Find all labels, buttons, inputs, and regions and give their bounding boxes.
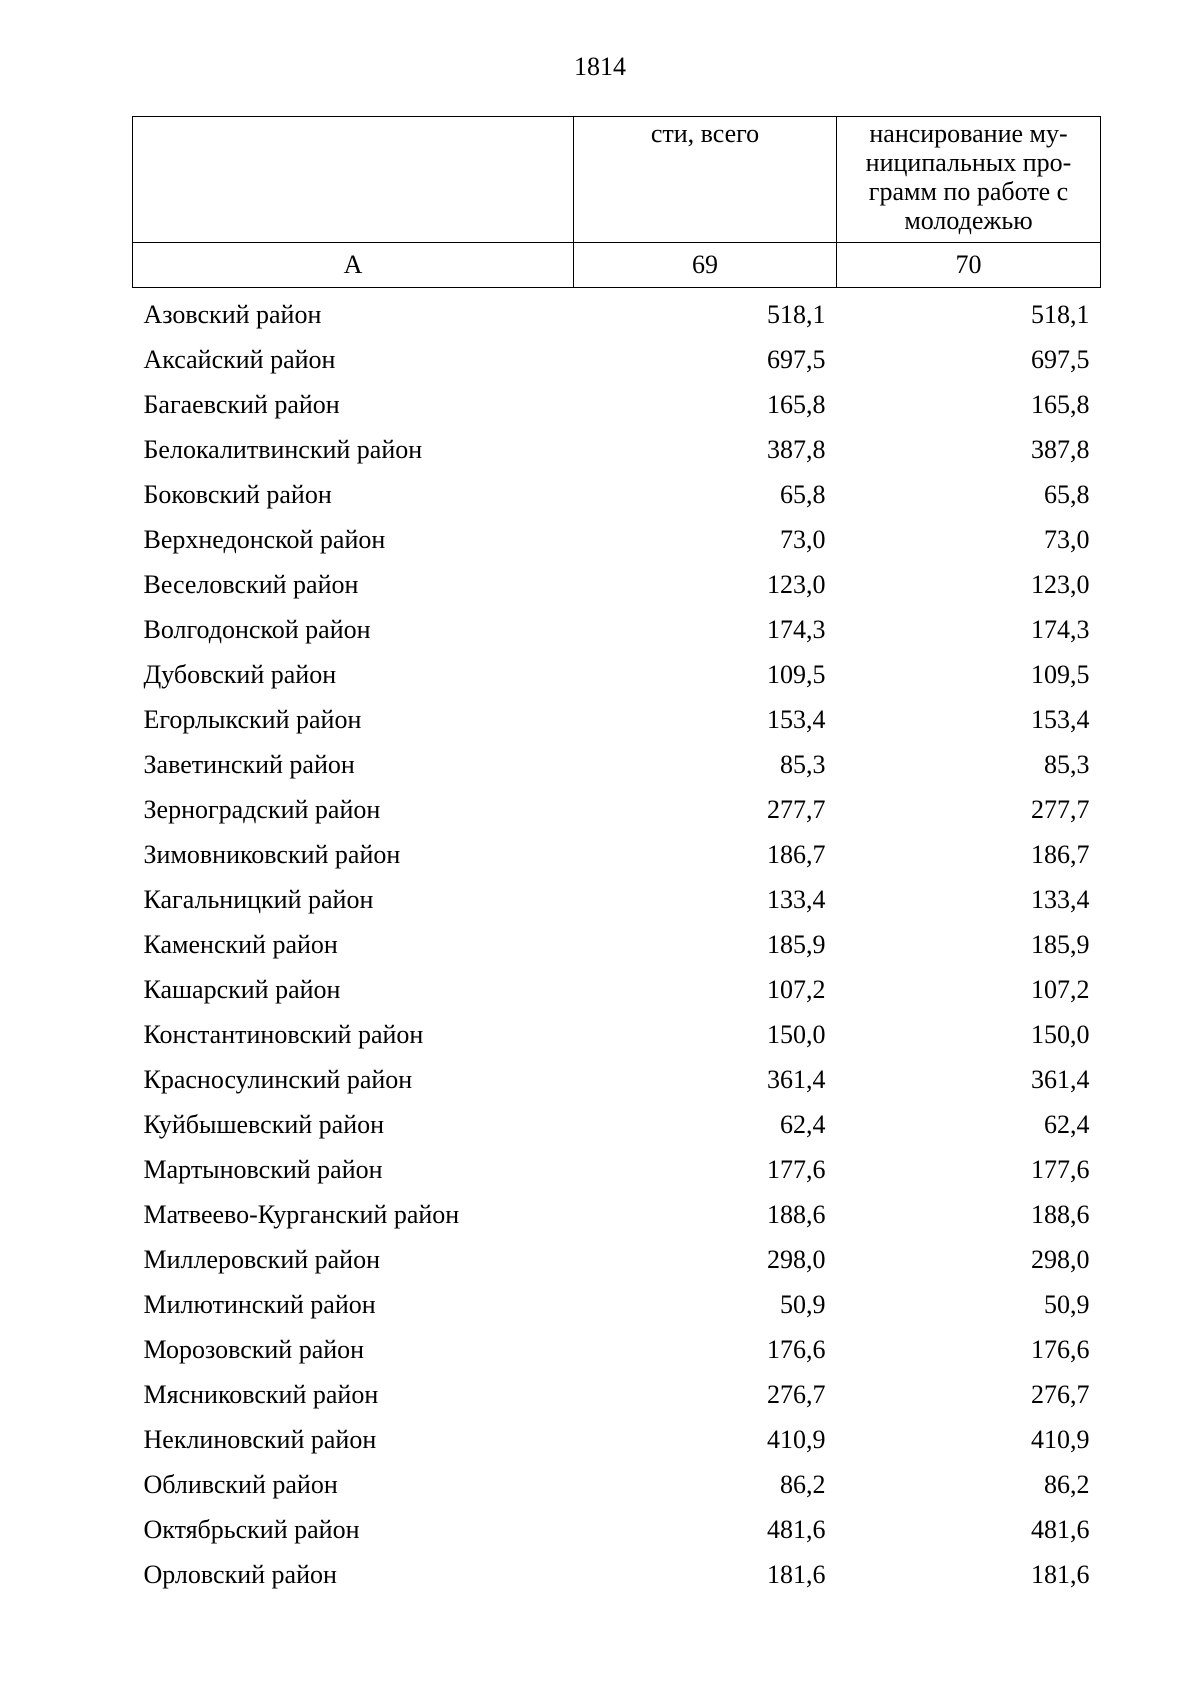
youth-program-value: 186,7 (1031, 840, 1090, 869)
budget-table (132, 116, 1101, 1597)
table-header (133, 117, 1101, 288)
district-name: Константиновский район (143, 1020, 424, 1049)
table-row (133, 427, 1101, 472)
total-value: 176,6 (767, 1335, 826, 1364)
header-cell-total: сти, всего (574, 117, 837, 243)
district-name: Каменский район (143, 930, 338, 959)
total-value: 50,9 (780, 1290, 826, 1319)
total-value: 123,0 (767, 570, 826, 599)
total-value: 150,0 (767, 1020, 826, 1049)
district-name: Аксайский район (143, 345, 336, 374)
table-row (133, 337, 1101, 382)
header-number-row (133, 243, 1101, 288)
district-name: Миллеровский район (143, 1245, 381, 1274)
table-row (133, 517, 1101, 562)
total-value: 298,0 (767, 1245, 826, 1274)
total-value: 518,1 (767, 300, 826, 329)
table-row (133, 288, 1101, 338)
header-number-youth: 70 (837, 243, 1101, 288)
youth-program-value: 697,5 (1031, 345, 1090, 374)
district-name: Заветинский район (143, 750, 355, 779)
youth-program-value: 298,0 (1031, 1245, 1090, 1274)
youth-program-value: 50,9 (1044, 1290, 1090, 1319)
table-row (133, 1462, 1101, 1507)
total-value: 186,7 (767, 840, 826, 869)
district-name: Веселовский район (143, 570, 359, 599)
table-row (133, 1552, 1101, 1597)
youth-program-value: 188,6 (1031, 1200, 1090, 1229)
total-value: 361,4 (767, 1065, 826, 1094)
district-name: Красносулинский район (143, 1065, 413, 1094)
total-value: 481,6 (767, 1515, 826, 1544)
table-row (133, 1372, 1101, 1417)
youth-program-value: 481,6 (1031, 1515, 1090, 1544)
total-value: 181,6 (767, 1560, 826, 1589)
header-number-name: А (133, 243, 574, 288)
table-row (133, 562, 1101, 607)
total-value: 62,4 (780, 1110, 826, 1139)
district-name: Кагальницкий район (143, 885, 374, 914)
district-name: Зимовниковский район (143, 840, 401, 869)
total-value: 86,2 (780, 1470, 826, 1499)
district-name: Октябрьский район (143, 1515, 360, 1544)
district-name: Матвеево-Курганский район (143, 1200, 460, 1229)
youth-program-value: 165,8 (1031, 390, 1090, 419)
table-row (133, 1057, 1101, 1102)
header-number-total: 69 (574, 243, 837, 288)
total-value: 73,0 (780, 525, 826, 554)
table-row (133, 1192, 1101, 1237)
table-row (133, 922, 1101, 967)
district-name: Милютинский район (143, 1290, 376, 1319)
total-value: 165,8 (767, 390, 826, 419)
table-body (133, 288, 1101, 1598)
youth-program-value: 361,4 (1031, 1065, 1090, 1094)
district-name: Егорлыкский район (143, 705, 362, 734)
table-row (133, 1327, 1101, 1372)
header-row (133, 117, 1101, 243)
table-row (133, 1012, 1101, 1057)
youth-program-value: 276,7 (1031, 1380, 1090, 1409)
district-name: Куйбышевский район (143, 1110, 385, 1139)
table-row (133, 1237, 1101, 1282)
district-name: Зерноградский район (143, 795, 381, 824)
youth-program-value: 150,0 (1031, 1020, 1090, 1049)
table-row (133, 742, 1101, 787)
total-value: 153,4 (767, 705, 826, 734)
total-value: 65,8 (780, 480, 826, 509)
total-value: 133,4 (767, 885, 826, 914)
table-row (133, 472, 1101, 517)
total-value: 185,9 (767, 930, 826, 959)
youth-program-value: 153,4 (1031, 705, 1090, 734)
youth-program-value: 518,1 (1031, 300, 1090, 329)
total-value: 387,8 (767, 435, 826, 464)
total-value: 697,5 (767, 345, 826, 374)
table-row (133, 697, 1101, 742)
table-row (133, 1102, 1101, 1147)
youth-program-value: 123,0 (1031, 570, 1090, 599)
table-row (133, 652, 1101, 697)
youth-program-value: 176,6 (1031, 1335, 1090, 1364)
youth-program-value: 73,0 (1044, 525, 1090, 554)
table-row (133, 1147, 1101, 1192)
youth-program-value: 133,4 (1031, 885, 1090, 914)
district-name: Волгодонской район (143, 615, 371, 644)
table-row (133, 787, 1101, 832)
youth-program-value: 181,6 (1031, 1560, 1090, 1589)
total-value: 177,6 (767, 1155, 826, 1184)
total-value: 410,9 (767, 1425, 826, 1454)
total-value: 277,7 (767, 795, 826, 824)
total-value: 188,6 (767, 1200, 826, 1229)
district-name: Кашарский район (143, 975, 341, 1004)
table-row (133, 382, 1101, 427)
youth-program-value: 86,2 (1044, 1470, 1090, 1499)
youth-program-value: 174,3 (1031, 615, 1090, 644)
table-row (133, 1507, 1101, 1552)
youth-program-value: 387,8 (1031, 435, 1090, 464)
table-row (133, 877, 1101, 922)
district-name: Верхнедонской район (143, 525, 386, 554)
youth-program-value: 85,3 (1044, 750, 1090, 779)
district-name: Дубовский район (143, 660, 337, 689)
district-name: Боковский район (143, 480, 332, 509)
total-value: 276,7 (767, 1380, 826, 1409)
total-value: 107,2 (767, 975, 826, 1004)
table-row (133, 1417, 1101, 1462)
district-name: Мясниковский район (143, 1380, 379, 1409)
header-cell-name (133, 117, 574, 243)
page-number: 1814 (574, 52, 626, 81)
total-value: 174,3 (767, 615, 826, 644)
table-row (133, 832, 1101, 877)
total-value: 109,5 (767, 660, 826, 689)
district-name: Белокалитвинский район (143, 435, 423, 464)
youth-program-value: 65,8 (1044, 480, 1090, 509)
total-value: 85,3 (780, 750, 826, 779)
district-name: Неклиновский район (143, 1425, 377, 1454)
district-name: Мартыновский район (143, 1155, 383, 1184)
table-row (133, 967, 1101, 1012)
district-name: Орловский район (143, 1560, 337, 1589)
district-name: Морозовский район (143, 1335, 365, 1364)
youth-program-value: 277,7 (1031, 795, 1090, 824)
table-row (133, 1282, 1101, 1327)
youth-program-value: 107,2 (1031, 975, 1090, 1004)
youth-program-value: 410,9 (1031, 1425, 1090, 1454)
district-name: Азовский район (143, 300, 322, 329)
table-row (133, 607, 1101, 652)
youth-program-value: 109,5 (1031, 660, 1090, 689)
district-name: Обливский район (143, 1470, 338, 1499)
district-name: Багаевский район (143, 390, 340, 419)
header-cell-youth-programs: нансирование му-ниципальных про-грамм по работе с молодежью (837, 117, 1101, 243)
youth-program-value: 62,4 (1044, 1110, 1090, 1139)
youth-program-value: 185,9 (1031, 930, 1090, 959)
youth-program-value: 177,6 (1031, 1155, 1090, 1184)
